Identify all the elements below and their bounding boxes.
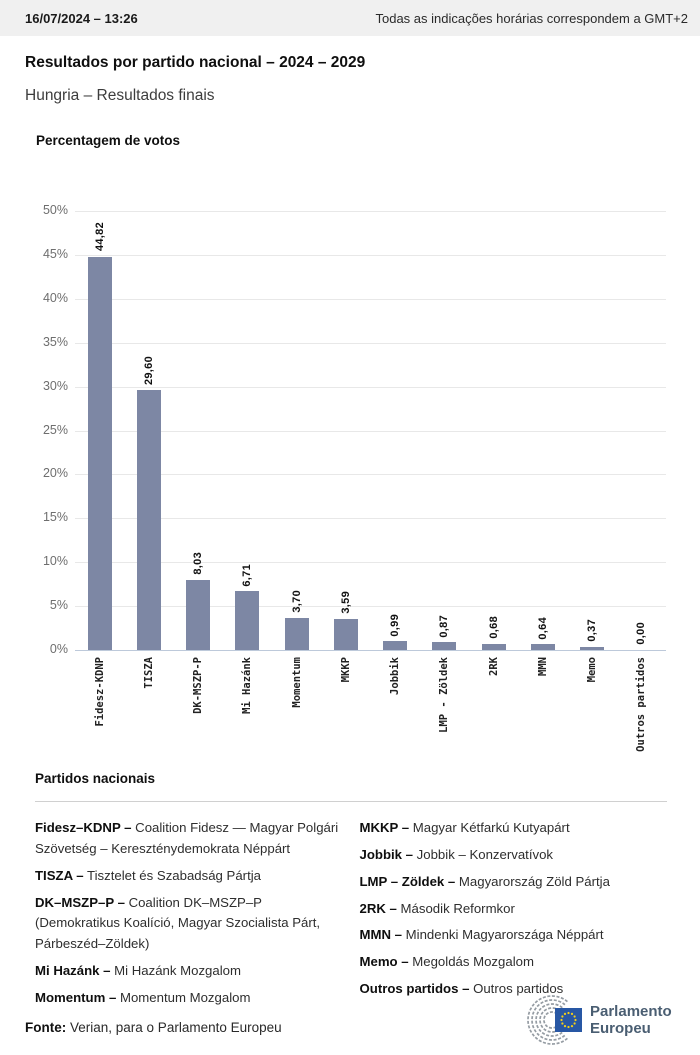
bar-value-label [190,552,206,575]
eu-flag [555,1008,582,1032]
bar-value-label [239,564,255,587]
x-axis-category-text: 2RK [487,657,500,676]
header-bar [0,0,700,36]
page-title: Resultados por partido nacional – 2024 – 2029 [25,54,366,71]
y-axis-tick-label: 10% [42,554,68,569]
bar-value-text: 0,87 [438,614,451,638]
european-parliament-logo [521,995,693,1045]
legend-item: DK–MSZP–P – Coalition DK–MSZP–P (Demokratikus Koalíció, Magyar Szocialista Párt, Párbeszéd–Zöldek) [35,894,321,952]
legend-column [360,818,673,1015]
legend-item: LMP – Zöldek – Magyarország Zöld Pártja [359,873,610,889]
bar [580,647,604,650]
bar-value-label [584,619,600,642]
bar-value-text: 8,03 [192,551,205,575]
party-abbr: 2RK – [359,900,397,916]
legend-item: Mi Hazánk – Mi Hazánk Mozgalom [35,963,241,979]
y-axis-tick-label: 35% [42,334,68,349]
gridline [75,606,666,607]
x-axis-category-text: Outros partidos [635,657,648,752]
party-abbr: Jobbik – [359,846,413,862]
bar [482,644,506,650]
gridline [75,474,666,475]
legend-columns [35,818,672,1015]
bar [334,619,358,651]
x-axis-category-label [387,657,403,695]
x-axis-category-text: MKKP [339,657,352,683]
x-axis-category-label [141,657,157,689]
gridline [75,299,666,300]
y-axis-tick-label: 50% [42,203,68,217]
bar-value-label [141,356,157,385]
legend-item: Jobbik – Jobbik – Konzervatívok [359,846,554,862]
party-abbr: TISZA – [35,867,84,883]
x-axis-category-text: Memo [586,657,599,683]
x-axis-category-text: Jobbik [389,657,402,695]
x-axis-category-text: DK-MSZP-P [192,657,205,714]
y-axis-tick-label: 0% [49,642,68,656]
gridline [75,255,666,256]
gridline [75,431,666,432]
x-axis-category-text: Fidesz-KDNP [93,657,106,727]
x-axis-category-text: MMN [536,657,549,676]
gridline [75,518,666,519]
bar-value-label [486,616,502,639]
bar [88,257,112,651]
bar-value-label [535,617,551,640]
x-axis-category-label [584,657,600,682]
party-abbr: MKKP – [359,820,410,835]
bar-value-label [338,591,354,614]
x-axis-category-label [633,657,649,752]
bar [235,591,259,650]
bar [137,390,161,650]
bar-value-text: 0,68 [487,616,500,639]
x-axis-category-label [239,657,255,714]
bar-value-label [387,614,403,637]
party-abbr: MMN – [359,927,402,943]
bar-value-label [436,615,452,638]
header-datetime: 16/07/2024 – 13:26 [25,10,138,26]
page-subtitle: Hungria – Resultados finais [25,87,215,104]
legend-column [35,818,348,1015]
header-timezone-note: Todas as indicações horárias correspondem a GMT+2 [375,10,688,26]
x-axis-category-text: Momentum [290,657,303,708]
bar-value-label [633,622,649,645]
party-abbr: Momentum – [35,990,117,1006]
logo-line-1: Parlamento [590,1002,672,1020]
gridline [75,343,666,344]
y-axis-tick-label: 25% [42,422,68,437]
legend-item: Fidesz–KDNP – Coalition Fidesz — Magyar Polgári Szövetség – Kereszténydemokrata Néppárt [35,820,339,856]
bar-value-text: 6,71 [241,563,254,587]
source-text: Verian, para o Parlamento Europeu [66,1020,282,1035]
y-axis-tick-label: 30% [42,378,68,393]
gridline [75,211,666,212]
x-axis-category-label [289,657,305,708]
party-abbr: Outros partidos – [359,981,470,997]
x-axis-category-label [535,657,551,676]
x-axis-category-text: Mi Hazánk [241,657,254,714]
x-axis-category-label [92,657,108,727]
party-abbr: Mi Hazánk – [35,963,111,979]
y-axis-tick-label: 20% [42,466,68,481]
x-axis-category-label [190,657,206,714]
logo-line-2: Europeu [590,1020,651,1037]
y-axis-tick-label: 40% [42,290,68,305]
y-axis-tick-label: 15% [42,510,68,525]
bar [531,644,555,650]
party-abbr: LMP – Zöldek – [359,873,456,889]
bar-value-text: 0,37 [586,619,599,642]
bar-value-text: 0,00 [635,622,648,645]
bar [186,580,210,651]
bar-value-text: 44,82 [93,222,106,252]
bar [285,618,309,651]
bar-value-text: 3,70 [290,589,303,613]
x-axis-category-label [338,657,354,682]
bar-value-text: 0,64 [536,616,549,640]
y-axis-tick-label: 45% [42,246,68,261]
legend-item: Outros partidos – Outros partidos [359,981,564,997]
party-abbr: DK–MSZP–P – [35,894,125,910]
gridline [75,562,666,563]
x-axis-category-label [436,657,452,733]
party-abbr: Memo – [359,954,409,970]
source-note [25,1020,282,1035]
legend-heading: Partidos nacionais [35,771,156,786]
x-axis-category-label [486,657,502,676]
legend-item: MKKP – Magyar Kétfarkú Kutyapárt [359,820,570,835]
y-axis-tick-label: 5% [49,598,68,613]
legend-item: 2RK – Második Reformkor [359,900,515,916]
bar-value-text: 0,99 [389,613,402,637]
bar-value-text: 3,59 [339,590,352,614]
legend-item: MMN – Mindenki Magyarországa Néppárt [359,927,604,943]
x-axis-category-text: TISZA [142,657,155,689]
x-axis-category-text: LMP - Zöldek [438,657,451,733]
bar-value-text: 29,60 [142,356,155,386]
legend-item: Memo – Megoldás Mozgalom [359,954,534,970]
party-abbr: Fidesz–KDNP – [35,820,132,835]
legend-item: TISZA – Tisztelet és Szabadság Pártja [35,867,262,883]
logo-wordmark [590,1003,672,1038]
legend-item: Momentum – Momentum Mozgalom [35,990,251,1006]
bar [432,642,456,650]
bar-value-label [92,222,108,251]
bar-value-label [289,590,305,613]
ep-hemicycle-icon [521,995,583,1045]
gridline [75,387,666,388]
legend-divider [35,801,667,802]
bar [383,641,407,650]
source-label: Fonte: [25,1020,67,1035]
chart-title: Percentagem de votos [36,133,181,148]
gridline [75,650,666,651]
